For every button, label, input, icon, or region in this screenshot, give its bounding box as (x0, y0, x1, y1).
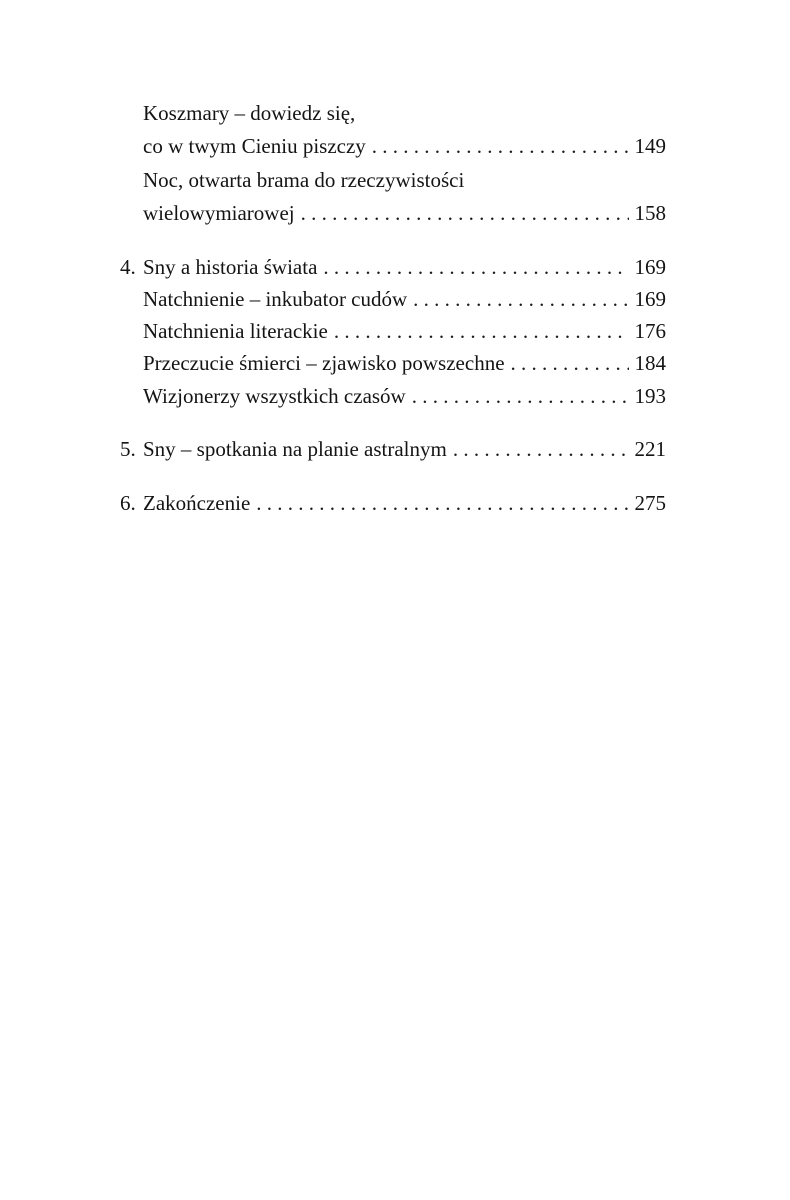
chapter-number: 5. (120, 437, 136, 461)
toc-entry-page: 176 (634, 319, 666, 343)
toc-entry-page: 221 (634, 437, 666, 461)
toc-entry-page: 169 (634, 255, 666, 279)
dot-leader (412, 379, 629, 413)
toc-entry-title: Sny a historia świata (143, 255, 318, 279)
toc-entry-noc (143, 196, 666, 230)
dot-leader (511, 346, 629, 380)
toc-entry-koszmary (143, 129, 666, 163)
toc-chapter-5 (120, 432, 666, 466)
toc-entry-page: 193 (634, 384, 666, 408)
toc-entry-title: co w twym Cieniu piszczy (143, 134, 366, 158)
dot-leader (372, 129, 629, 163)
toc-entry-page: 169 (634, 287, 666, 311)
toc-entry-title: Natchnienie – inkubator cudów (143, 287, 408, 311)
dot-leader (453, 432, 629, 466)
toc-chapter-4 (120, 250, 666, 284)
toc-entry-title: Przeczucie śmierci – zjawisko powszechne (143, 351, 505, 375)
toc-entry-koszmary-line1 (143, 96, 666, 130)
dot-leader (256, 486, 628, 520)
toc-entry-wizjonerzy (143, 379, 666, 413)
chapter-number: 4. (120, 255, 136, 279)
dot-leader (323, 250, 628, 284)
toc-entry-title: Zakończenie (143, 491, 251, 515)
toc-entry-title: Natchnienia literackie (143, 319, 328, 343)
toc-entry-natchnienia (143, 314, 666, 348)
dot-leader (413, 282, 628, 316)
toc-entry-page: 184 (634, 351, 666, 375)
toc-entry-page: 149 (634, 134, 666, 158)
chapter-number: 6. (120, 491, 136, 515)
toc-entry-title: Wizjonerzy wszystkich czasów (143, 384, 406, 408)
toc-entry-title: Sny – spotkania na planie astralnym (143, 437, 447, 461)
toc-chapter-6 (120, 486, 666, 520)
toc-entry-przeczucie (143, 346, 666, 380)
toc-entry-noc-line1 (143, 163, 666, 197)
toc-entry-page: 158 (634, 201, 666, 225)
toc-entry-title: wielowymiarowej (143, 201, 295, 225)
dot-leader (301, 196, 629, 230)
toc-entry-natchnienie (143, 282, 666, 316)
toc-entry-title: Noc, otwarta brama do rzeczywistości (143, 168, 465, 192)
toc-entry-title: Koszmary – dowiedz się, (143, 101, 356, 125)
dot-leader (334, 314, 629, 348)
toc-entry-page: 275 (634, 491, 666, 515)
